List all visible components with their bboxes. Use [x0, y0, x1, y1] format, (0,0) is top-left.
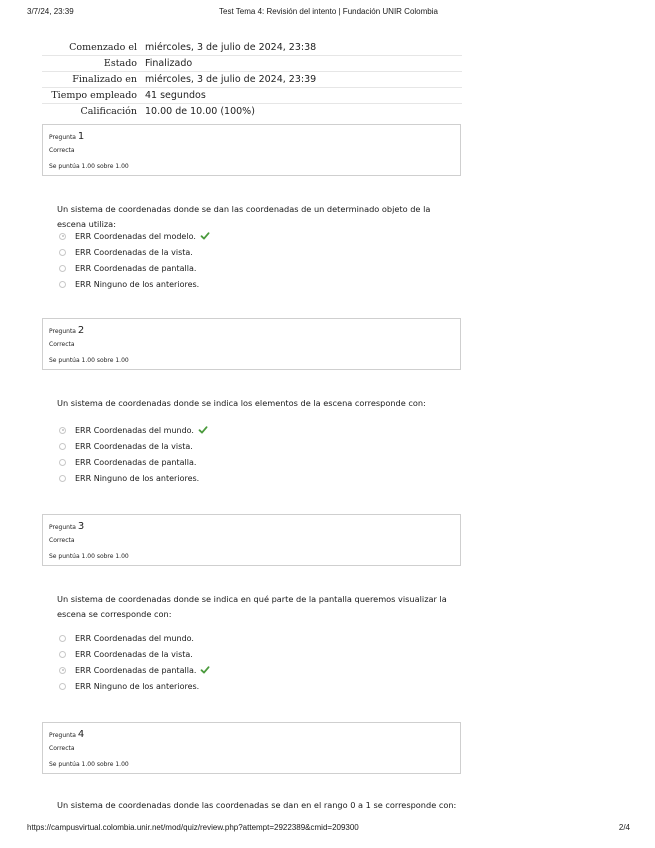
question-prefix: Pregunta — [49, 732, 76, 739]
answer-option[interactable] — [57, 662, 447, 678]
summary-row — [42, 56, 462, 72]
answer-label: ERR Coordenadas de la vista. — [75, 441, 193, 451]
summary-value: miércoles, 3 de julio de 2024, 23:38 — [145, 42, 317, 53]
answer-option[interactable] — [57, 228, 447, 244]
summary-row — [42, 40, 462, 56]
print-page-number: 2/4 — [618, 823, 630, 832]
answer-option[interactable] — [57, 260, 447, 276]
question-4-info-box — [42, 722, 461, 774]
question-number-value: 4 — [77, 729, 85, 740]
question-state: Correcta — [49, 147, 75, 154]
summary-label: Estado — [42, 56, 141, 72]
answer-label: ERR Coordenadas de la vista. — [75, 649, 193, 659]
correct-check-icon — [200, 665, 210, 675]
answer-label: ERR Coordenadas de pantalla. — [75, 665, 197, 675]
question-2-answers — [57, 422, 447, 486]
summary-label: Comenzado el — [69, 42, 137, 53]
question-2-text: Un sistema de coordenadas donde se indica los elementos de la escena corresponde con: — [57, 398, 426, 408]
answer-label: ERR Coordenadas de pantalla. — [75, 457, 197, 467]
question-number-value: 3 — [77, 521, 85, 532]
answer-label: ERR Ninguno de los anteriores. — [75, 279, 200, 289]
summary-row — [42, 72, 462, 88]
answer-label: ERR Ninguno de los anteriores. — [75, 681, 200, 691]
question-3-answers — [57, 630, 447, 694]
question-prefix: Pregunta — [49, 524, 76, 531]
question-number — [49, 729, 84, 740]
question-number-value: 2 — [77, 325, 85, 336]
summary-value: 41 segundos — [141, 88, 462, 104]
answer-label: ERR Coordenadas del mundo. — [75, 425, 194, 435]
answer-label: ERR Coordenadas de pantalla. — [75, 263, 197, 273]
question-1-answers — [57, 228, 447, 292]
question-grade: Se puntúa 1.00 sobre 1.00 — [49, 553, 129, 560]
question-number — [49, 521, 84, 532]
answer-option[interactable] — [57, 678, 447, 694]
question-2-info-box — [42, 318, 461, 370]
question-1-text: Un sistema de coordenadas donde se dan las coordenadas de un determinado objeto de la escena utiliza: — [57, 204, 431, 229]
radio-icon[interactable] — [59, 459, 66, 466]
summary-label: Finalizado en — [42, 72, 141, 88]
print-footer — [27, 823, 630, 835]
answer-label: ERR Coordenadas de la vista. — [75, 247, 193, 257]
question-3-text: Un sistema de coordenadas donde se indica en qué parte de la pantalla queremos visualizar la escena se corresponde con: — [57, 594, 447, 619]
question-state: Correcta — [49, 341, 75, 348]
question-state: Correcta — [49, 745, 75, 752]
answer-option[interactable] — [57, 422, 447, 438]
question-1-info-box — [42, 124, 461, 176]
summary-row — [42, 104, 462, 120]
summary-label: Tiempo empleado — [42, 88, 141, 104]
summary-value: miércoles, 3 de julio de 2024, 23:39 — [141, 72, 462, 88]
question-3-info-box — [42, 514, 461, 566]
radio-icon[interactable] — [59, 281, 66, 288]
radio-icon[interactable] — [59, 249, 66, 256]
print-header — [27, 7, 630, 19]
radio-selected-icon[interactable] — [59, 427, 66, 434]
radio-icon[interactable] — [59, 651, 66, 658]
question-prefix: Pregunta — [49, 328, 76, 335]
radio-icon[interactable] — [59, 683, 66, 690]
answer-label: ERR Ninguno de los anteriores. — [75, 473, 200, 483]
question-number-value: 1 — [77, 131, 85, 142]
question-grade: Se puntúa 1.00 sobre 1.00 — [49, 761, 129, 768]
radio-icon[interactable] — [59, 443, 66, 450]
radio-icon[interactable] — [59, 265, 66, 272]
summary-row — [42, 88, 462, 104]
summary-label: Calificación — [42, 104, 141, 120]
answer-option[interactable] — [57, 438, 447, 454]
question-prefix: Pregunta — [49, 134, 76, 141]
question-grade: Se puntúa 1.00 sobre 1.00 — [49, 163, 129, 170]
summary-value: Finalizado — [141, 56, 462, 72]
radio-selected-icon[interactable] — [59, 233, 66, 240]
question-grade: Se puntúa 1.00 sobre 1.00 — [49, 357, 129, 364]
answer-option[interactable] — [57, 646, 447, 662]
question-4-text: Un sistema de coordenadas donde las coordenadas se dan en el rango 0 a 1 se corresponde con: — [57, 800, 457, 810]
answer-label: ERR Coordenadas del mundo. — [75, 633, 194, 643]
print-datetime: 3/7/24, 23:39 — [27, 7, 74, 16]
summary-value: 10.00 de 10.00 (100%) — [141, 104, 462, 120]
answer-option[interactable] — [57, 470, 447, 486]
answer-option[interactable] — [57, 454, 447, 470]
attempt-summary-table — [42, 40, 462, 119]
answer-option[interactable] — [57, 276, 447, 292]
question-state: Correcta — [49, 537, 75, 544]
correct-check-icon — [200, 231, 210, 241]
print-url: https://campusvirtual.colombia.unir.net/mod/quiz/review.php?attempt=2922389&cmid=209300 — [27, 823, 359, 832]
radio-selected-icon[interactable] — [59, 667, 66, 674]
question-number — [49, 131, 84, 142]
radio-icon[interactable] — [59, 475, 66, 482]
print-page-title: Test Tema 4: Revisión del intento | Fundación UNIR Colombia — [219, 7, 438, 16]
question-number — [49, 325, 84, 336]
answer-option[interactable] — [57, 630, 447, 646]
answer-label: ERR Coordenadas del modelo. — [75, 231, 196, 241]
answer-option[interactable] — [57, 244, 447, 260]
radio-icon[interactable] — [59, 635, 66, 642]
correct-check-icon — [198, 425, 208, 435]
